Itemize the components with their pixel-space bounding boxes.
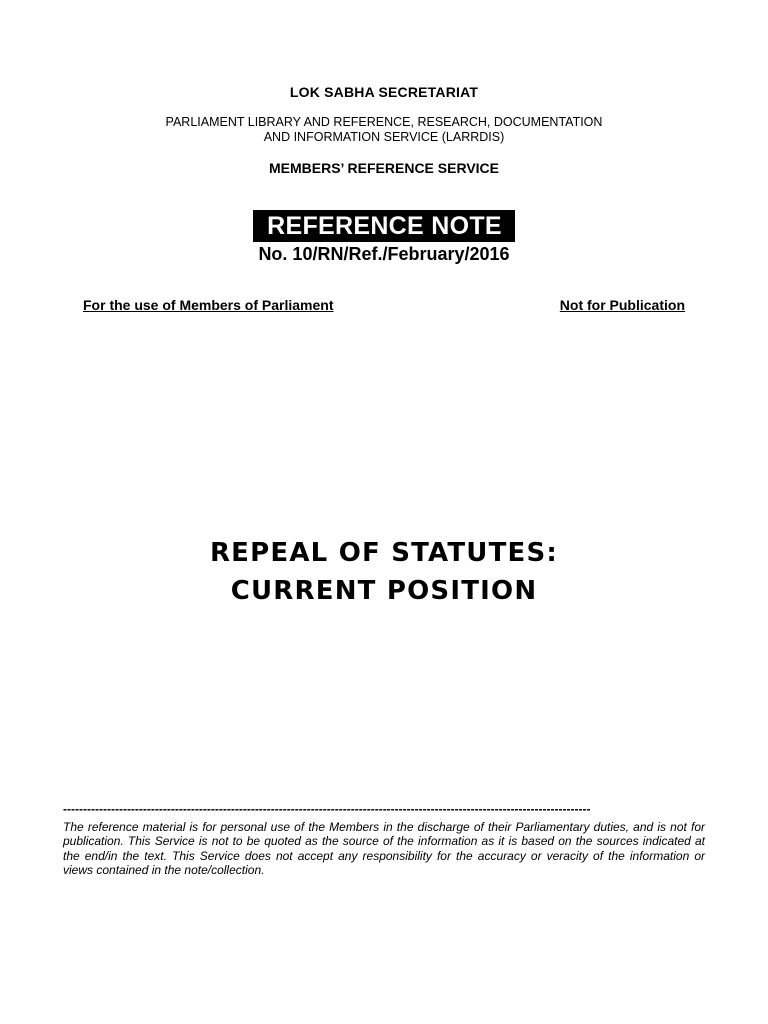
- footer-separator: ------------------------------------------------------------------------------------------------------------------------------------: [63, 802, 591, 816]
- division-line-2: AND INFORMATION SERVICE (LARRDIS): [263, 130, 505, 144]
- reference-note-banner: [0, 210, 768, 242]
- service-name: MEMBERS’ REFERENCE SERVICE: [268, 160, 499, 176]
- document-title-line-1: REPEAL OF STATUTES:: [209, 538, 559, 568]
- organization-name: LOK SABHA SECRETARIAT: [289, 84, 479, 100]
- usage-not-for-publication: Not for Publication: [559, 297, 685, 313]
- reference-note-number: No. 10/RN/Ref./February/2016: [258, 244, 510, 264]
- reference-note-label: REFERENCE NOTE: [253, 210, 515, 242]
- disclaimer-text: The reference material is for personal use of the Members in the discharge of their Parliamentary duties, and is not for publication. This Service is not to be quoted as the source of the information as it is based on the sources indicated at the end/in the text. This Service does not accept any responsibility for the accuracy or veracity of the information or views contained in the note/collection.: [63, 820, 705, 877]
- document-title-line-2: CURRENT POSITION: [230, 576, 538, 606]
- division-name: [0, 115, 768, 145]
- usage-restriction-members: For the use of Members of Parliament: [83, 297, 334, 313]
- division-line-1: PARLIAMENT LIBRARY AND REFERENCE, RESEARCH, DOCUMENTATION: [165, 115, 603, 129]
